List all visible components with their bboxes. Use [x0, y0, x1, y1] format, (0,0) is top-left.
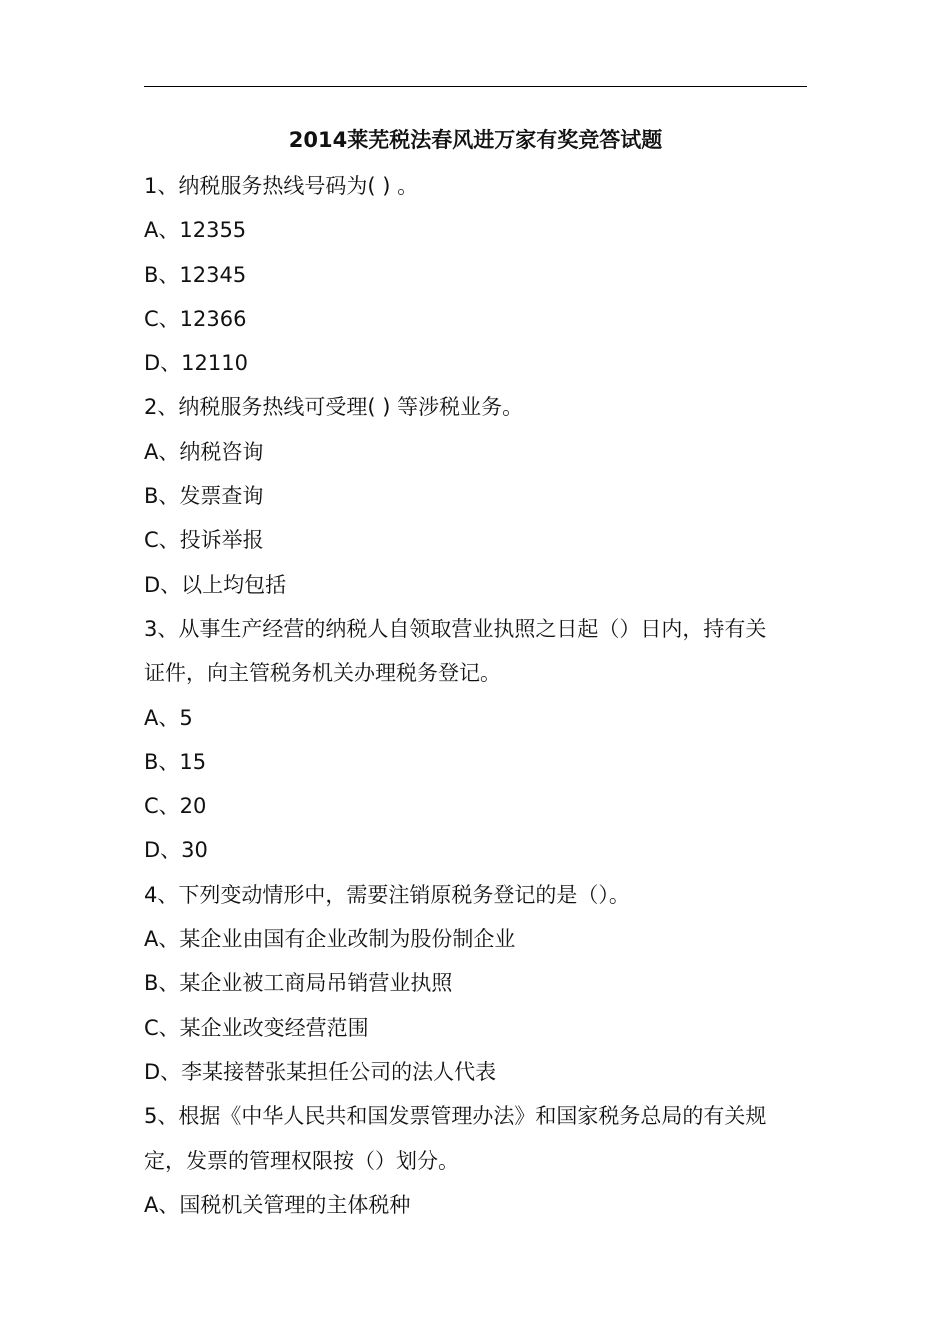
text-line: C、投诉举报: [144, 528, 264, 553]
text-line: B、12345: [144, 262, 247, 287]
text-line: 证件，向主管税务机关办理税务登记。: [144, 661, 501, 686]
text-line: C、12366: [144, 306, 247, 331]
text-line: A、12355: [144, 218, 247, 243]
document-body: [144, 164, 807, 1227]
document-title: 2014莱芜税法春风进万家有奖竞答试题: [288, 128, 663, 152]
text-line: D、以上均包括: [144, 572, 287, 597]
text-line: B、某企业被工商局吊销营业执照: [144, 971, 453, 996]
text-line: 2、纳税服务热线可受理( ) 等涉税业务。: [144, 395, 524, 420]
text-line: 4、下列变动情形中，需要注销原税务登记的是（）。: [144, 882, 630, 907]
text-line: D、李某接替张某担任公司的法人代表: [144, 1059, 497, 1084]
header-rule: [144, 86, 807, 87]
text-line: A、某企业由国有企业改制为股份制企业: [144, 927, 516, 952]
text-line: A、5: [144, 705, 193, 730]
text-line: A、国税机关管理的主体税种: [144, 1192, 411, 1217]
text-line: 5、根据《中华人民共和国发票管理办法》和国家税务总局的有关规: [144, 1104, 767, 1129]
text-line: C、20: [144, 794, 207, 819]
text-line: B、发票查询: [144, 484, 264, 509]
text-line: D、30: [144, 838, 208, 863]
text-line: A、纳税咨询: [144, 439, 264, 464]
text-line: B、15: [144, 749, 207, 774]
text-line: C、某企业改变经营范围: [144, 1015, 369, 1040]
text-line: 3、从事生产经营的纳税人自领取营业执照之日起（）日内，持有关: [144, 616, 767, 641]
text-line: 1、纳税服务热线号码为( ) 。: [144, 174, 419, 198]
text-line: 定，发票的管理权限按（）划分。: [144, 1148, 459, 1173]
text-line: D、12110: [144, 351, 248, 376]
